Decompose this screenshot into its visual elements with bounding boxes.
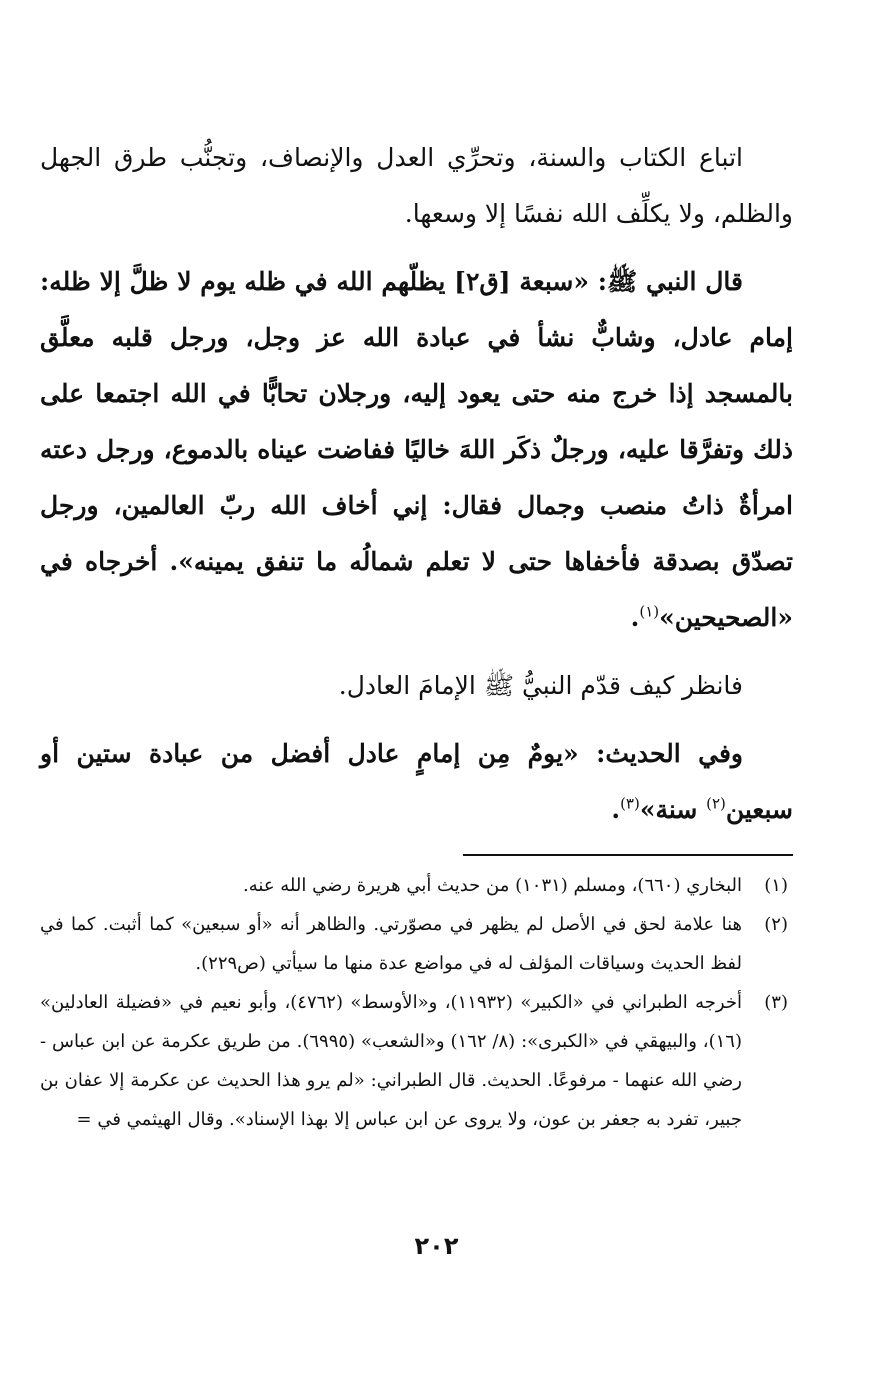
paragraph-3: فانظر كيف قدّم النبيُّ ﷺ الإمامَ العادل. (338, 671, 743, 700)
footnote-number: (٣) (764, 992, 788, 1013)
footnote-divider (463, 854, 793, 856)
hadith-just-imam: وفي الحديث: «يومٌ مِن إمامٍ عادل أفضل من عبادة ستين أو سبعين (40, 739, 793, 824)
footnote-2 (40, 905, 788, 983)
footnote-ref-3: (٣) (620, 794, 640, 813)
footnote-3 (40, 983, 788, 1139)
footnote-text: أخرجه الطبراني في «الكبير» (١١٩٣٢)، و«الأوسط» (٤٧٦٢)، وأبو نعيم في «فضيلة العادلين» (١٦)، والبيهقي في «الكبرى»: (٨/ ١٦٢) و«الشعب» (٦٩٩٥). من طريق عكرمة عن ابن عباس - رضي الله عنهما - مرفوعًا. الحديث. قال الطبراني: «لم يرو هذا الحديث عن عكرمة إلا عفان بن جبير، تفرد به جعفر بن عون، ولا يروى عن ابن عباس إلا بهذا الإسناد». وقال الهيثمي في = (40, 992, 742, 1130)
footnotes (40, 866, 788, 1139)
paragraph-end: . (611, 795, 621, 824)
footnote-number: (٢) (764, 914, 788, 935)
footnote-number: (١) (764, 875, 788, 896)
paragraph-hadith-seven (40, 254, 793, 646)
hadith-text: قال النبي ﷺ: «سبعة [ق٢] يظلّهم الله في ظله يوم لا ظلَّ إلا ظله: إمام عادل، وشابٌّ نشأ في عبادة الله عز وجل، ورجل قلبه معلَّق بالمسجد إذا خرج منه حتى يعود إليه، ورجلان تحابًّا في الله اجتمعا على ذلك وتفرَّقا عليه، ورجلٌ ذكَر اللهَ خاليًا ففاضت عيناه بالدموع، ورجل دعته امرأةٌ ذاتُ منصب وجمال فقال: إني أخاف الله ربّ العالمين، ورجل تصدّق بصدقة فأخفاها حتى لا تعلم شمالُه ما تنفق يمينه». أخرجاه في «الصحيحين» (40, 267, 793, 632)
hadith-word-year: سنة» (639, 795, 707, 824)
footnote-ref-2: (٢) (706, 794, 726, 813)
footnote-1 (40, 866, 788, 905)
paragraph-end: . (630, 603, 640, 632)
footnote-text: البخاري (٦٦٠)، ومسلم (١٠٣١) من حديث أبي هريرة رضي الله عنه. (243, 875, 742, 896)
paragraph-1: اتباع الكتاب والسنة، وتحرِّي العدل والإنصاف، وتجنُّب طرق الجهل والظلم، ولا يكلِّف الله نفسًا إلا وسعها. (40, 143, 793, 228)
footnote-text: هنا علامة لحق في الأصل لم يظهر في مصوّرتي. والظاهر أنه «أو سبعين» كما أثبت. كما في لفظ الحديث وسياقات المؤلف له في مواضع عدة منها ما سيأتي (ص٢٢٩). (40, 914, 742, 974)
page-number: ٢٠٢ (414, 1232, 459, 1260)
paragraph-4 (40, 726, 793, 838)
footnote-ref-1: (١) (639, 602, 660, 621)
main-text (40, 130, 793, 850)
